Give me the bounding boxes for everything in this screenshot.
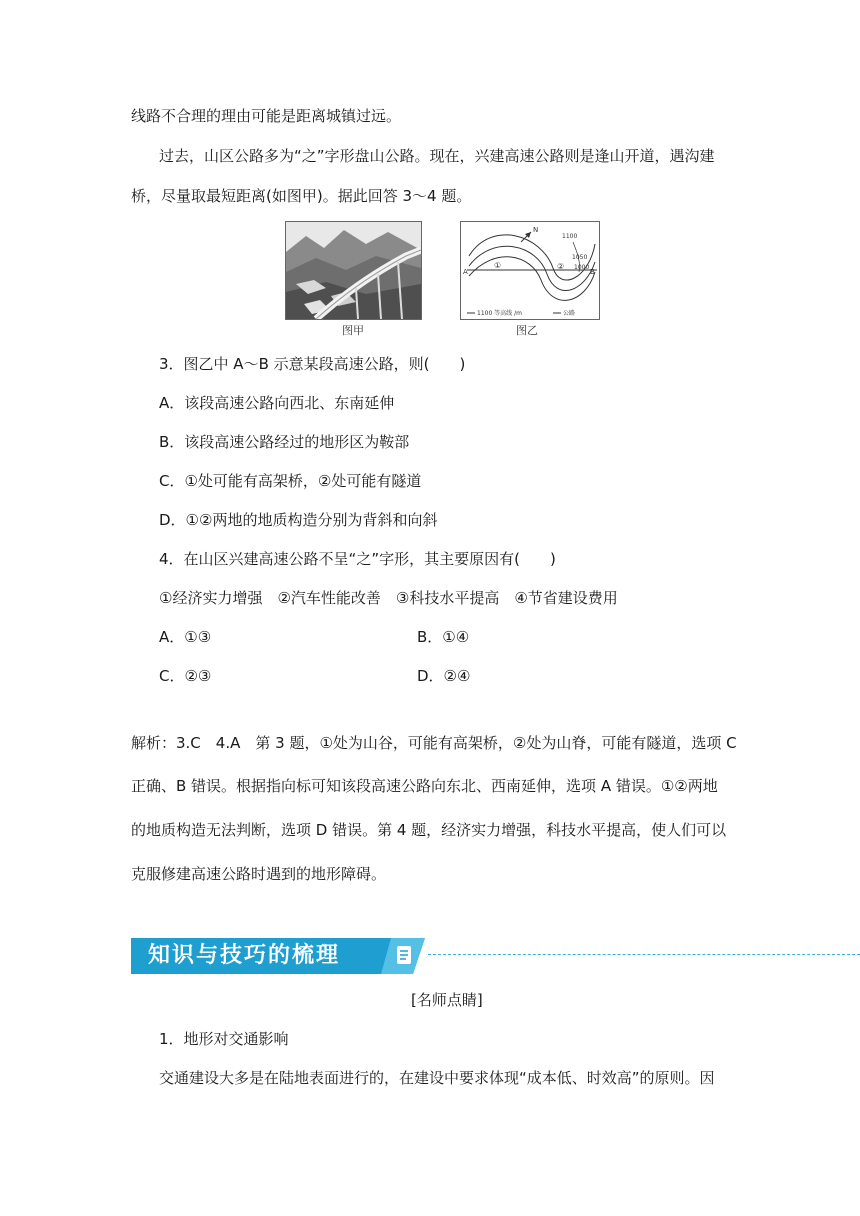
- contour-label-1100: 1100: [562, 233, 578, 240]
- question-3-option-c: C．①处可能有高架桥，②处可能有隧道: [159, 472, 422, 490]
- section-divider: [428, 954, 860, 955]
- explanation-line: 的地质构造无法判断，选项 D 错误。第 4 题，经济实力增强，科技水平提高，使人们可以: [131, 821, 727, 839]
- question-4-items: ①经济实力增强 ②汽车性能改善 ③科技水平提高 ④节省建设费用: [159, 589, 618, 607]
- text-line: 过去，山区公路多为“之”字形盘山公路。现在，兴建高速公路则是逢山开道，遇沟建: [159, 147, 715, 165]
- explanation-line: 正确、B 错误。根据指向标可知该段高速公路向东北、西南延伸，选项 A 错误。①②两地: [131, 777, 718, 795]
- explanation-line: 解析：3.C 4.A 第 3 题，①处为山谷，可能有高架桥，②处为山脊，可能有隧道，选项 C: [131, 734, 737, 752]
- text-line: 线路不合理的理由可能是距离城镇过远。: [131, 107, 402, 125]
- legend-road-label: 公路: [563, 310, 576, 317]
- marker-1-label: ①: [494, 261, 502, 270]
- question-4-option-d: D．②④: [417, 667, 471, 685]
- section-title: 知识与技巧的梳理: [148, 943, 341, 968]
- legend-contour-label: 1100 等高线 /m: [477, 310, 522, 317]
- question-4-option-c: C．②③: [159, 667, 212, 685]
- contour-map-drawing: [461, 222, 599, 319]
- explanation-line: 克服修建高速公路时遇到的地形障碍。: [131, 865, 387, 883]
- contour-label-1050: 1050: [572, 254, 588, 261]
- question-4: 4．在山区兴建高速公路不呈“之”字形，其主要原因有( ): [159, 550, 556, 568]
- figure-a-caption: 图甲: [342, 324, 364, 337]
- subsection-heading: 1．地形对交通影响: [159, 1030, 289, 1048]
- north-label: N: [533, 226, 539, 234]
- figure-a-photo: [285, 221, 422, 320]
- question-3-option-d: D．①②两地的地质构造分别为背斜和向斜: [159, 511, 438, 529]
- document-icon: [397, 946, 411, 964]
- question-3: 3．图乙中 A～B 示意某段高速公路，则( ): [159, 355, 466, 373]
- figure-b-contour-map: [460, 221, 600, 320]
- point-a-label: A: [463, 268, 468, 276]
- figure-b-caption: 图乙: [516, 324, 538, 337]
- tip-title: [名师点睛]: [411, 991, 483, 1009]
- text-line: 桥，尽量取最短距离(如图甲)。据此回答 3～4 题。: [131, 187, 472, 205]
- highway-photo-illustration: [286, 222, 421, 319]
- point-b-label: B: [590, 268, 595, 276]
- marker-2-label: ②: [557, 262, 565, 271]
- question-3-option-b: B．该段高速公路经过的地形区为鞍部: [159, 433, 410, 451]
- question-3-option-a: A．该段高速公路向西北、东南延伸: [159, 394, 395, 412]
- question-4-option-a: A．①③: [159, 628, 212, 646]
- contour-label-1000: 1000: [574, 264, 590, 271]
- text-line: 交通建设大多是在陆地表面进行的，在建设中要求体现“成本低、时效高”的原则。因: [159, 1069, 715, 1087]
- question-4-option-b: B．①④: [417, 628, 470, 646]
